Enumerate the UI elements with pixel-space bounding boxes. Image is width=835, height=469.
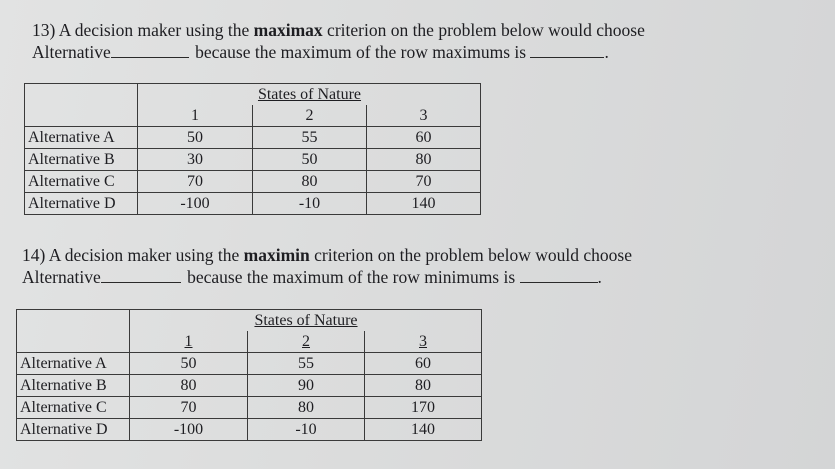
q13-payoff-table [24, 83, 481, 215]
payoff-cell: 80 [248, 397, 365, 419]
q13-corner-cell [25, 84, 138, 127]
table-row [17, 397, 482, 419]
row-label: Alternative D [25, 193, 138, 215]
payoff-cell: 55 [253, 127, 367, 149]
q14-col-2: 2 [248, 331, 365, 353]
table-row [17, 419, 482, 441]
q13-suffix: criterion on the problem below would choose [322, 20, 645, 40]
table-row [25, 127, 481, 149]
payoff-cell: 70 [138, 171, 253, 193]
row-label: Alternative D [17, 419, 130, 441]
q13-prompt-line1 [32, 19, 645, 41]
q13-prefix: 13) A decision maker using the [32, 20, 254, 40]
q13-criterion: maximax [253, 20, 323, 40]
q14-prompt-line1 [22, 244, 632, 266]
q14-alternative-label: Alternative [22, 267, 101, 287]
q13-period: . [604, 42, 609, 62]
row-label: Alternative A [17, 353, 130, 375]
q14-prompt-line2 [22, 266, 602, 288]
payoff-cell: 70 [367, 171, 481, 193]
q13-col-1: 1 [138, 105, 253, 127]
payoff-cell: 60 [367, 127, 481, 149]
table-row [25, 171, 481, 193]
payoff-cell: -100 [130, 419, 248, 441]
payoff-cell: 80 [365, 375, 482, 397]
q13-col-2: 2 [253, 105, 367, 127]
payoff-cell: 170 [365, 397, 482, 419]
payoff-cell: -10 [253, 193, 367, 215]
q14-value-blank[interactable] [520, 268, 598, 283]
payoff-cell: 50 [130, 353, 248, 375]
q14-col-1: 1 [130, 331, 248, 353]
q13-alternative-blank[interactable] [111, 43, 189, 58]
payoff-cell: 80 [130, 375, 248, 397]
payoff-cell: 80 [253, 171, 367, 193]
payoff-cell: 55 [248, 353, 365, 375]
payoff-cell: 50 [138, 127, 253, 149]
q14-because-text: because the maximum of the row minimums is [187, 267, 516, 287]
payoff-cell: 140 [367, 193, 481, 215]
q14-period: . [597, 267, 602, 287]
table-row [25, 193, 481, 215]
row-label: Alternative A [25, 127, 138, 149]
q14-corner-cell [17, 310, 130, 353]
q13-alternative-label: Alternative [32, 42, 111, 62]
row-label: Alternative B [17, 375, 130, 397]
q13-states-header: States of Nature [253, 84, 367, 106]
row-label: Alternative C [17, 397, 130, 419]
table-row [17, 375, 482, 397]
q14-header-row [17, 310, 482, 332]
payoff-cell: 70 [130, 397, 248, 419]
q13-header-row [25, 84, 481, 106]
payoff-cell: -10 [248, 419, 365, 441]
row-label: Alternative B [25, 149, 138, 171]
payoff-cell: 80 [367, 149, 481, 171]
q14-states-header: States of Nature [248, 310, 365, 332]
q14-prefix: 14) A decision maker using the [22, 245, 244, 265]
q13-prompt-line2 [32, 41, 609, 63]
payoff-cell: 30 [138, 149, 253, 171]
q14-payoff-table [16, 309, 482, 441]
payoff-cell: 60 [365, 353, 482, 375]
q14-col-3: 3 [365, 331, 482, 353]
payoff-cell: 140 [365, 419, 482, 441]
q14-alternative-blank[interactable] [101, 268, 181, 283]
row-label: Alternative C [25, 171, 138, 193]
q13-because-text: because the maximum of the row maximums is [195, 42, 527, 62]
payoff-cell: 50 [253, 149, 367, 171]
q14-criterion: maximin [243, 245, 310, 265]
q13-value-blank[interactable] [530, 43, 604, 58]
q13-col-3: 3 [367, 105, 481, 127]
payoff-cell: -100 [138, 193, 253, 215]
payoff-cell: 90 [248, 375, 365, 397]
table-row [25, 149, 481, 171]
table-row [17, 353, 482, 375]
q14-suffix: criterion on the problem below would choose [309, 245, 632, 265]
